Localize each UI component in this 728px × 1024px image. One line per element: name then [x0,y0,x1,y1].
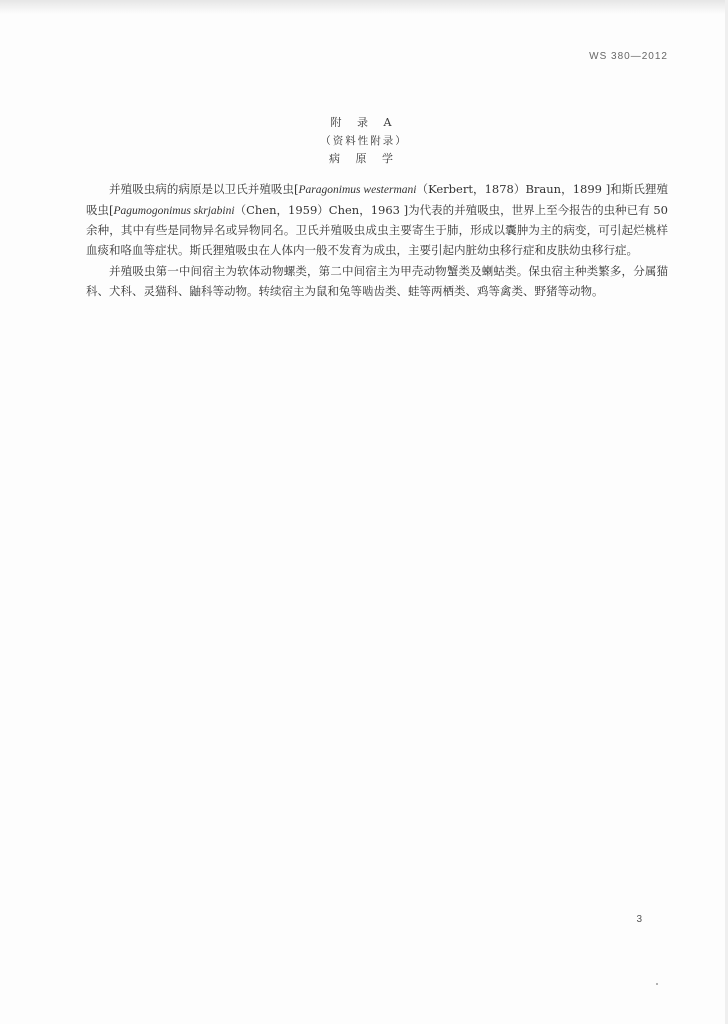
paragraph-2: 并殖吸虫第一中间宿主为软体动物螺类，第二中间宿主为甲壳动物蟹类及蝲蛄类。保虫宿主种类繁多，分属猫科、犬科、灵猫科、鼬科等动物。转续宿主为鼠和兔等啮齿类、蛙等两栖类、鸡等禽类、野猪等动物。 [86,264,668,298]
page-number: 3 [636,914,642,925]
paragraph-1-seg3: （Chen，1959）Chen，1963 ]为代表的并殖吸虫，世界上至今报告的虫种已有 50 余种，其中有些是同物异名或异物同名。卫氏并殖吸虫成虫主要寄生于肺，形成以囊肿为主的病变，可引起烂桃样血痰和咯血等症状。斯氏狸殖吸虫在人体内一般不发育为成虫，主要引起内脏幼虫移行症和皮肤幼虫移行症。 [86,202,668,257]
latin-name-westermani: Paragonimus westermani [298,184,417,196]
paragraph-1-seg1: 并殖吸虫病的病原是以卫氏并殖吸虫[ [109,182,299,196]
appendix-title: 附 录 A [330,116,398,129]
appendix-type: （资料性附录） [320,135,408,147]
paragraph-1-seg2: （Kerbert，1878）Braun，1899 ]和斯氏狸殖吸虫[ [86,182,668,217]
scan-speck [656,983,658,985]
latin-name-skrjabini: Pagumogonimus skrjabini [113,204,235,217]
appendix-subject: 病 原 学 [329,152,399,165]
paragraph-1 [86,180,668,260]
body-text [86,180,668,303]
standard-code: WS 380—2012 [589,51,668,62]
scan-top-shadow [0,0,728,14]
appendix-heading [0,114,728,168]
